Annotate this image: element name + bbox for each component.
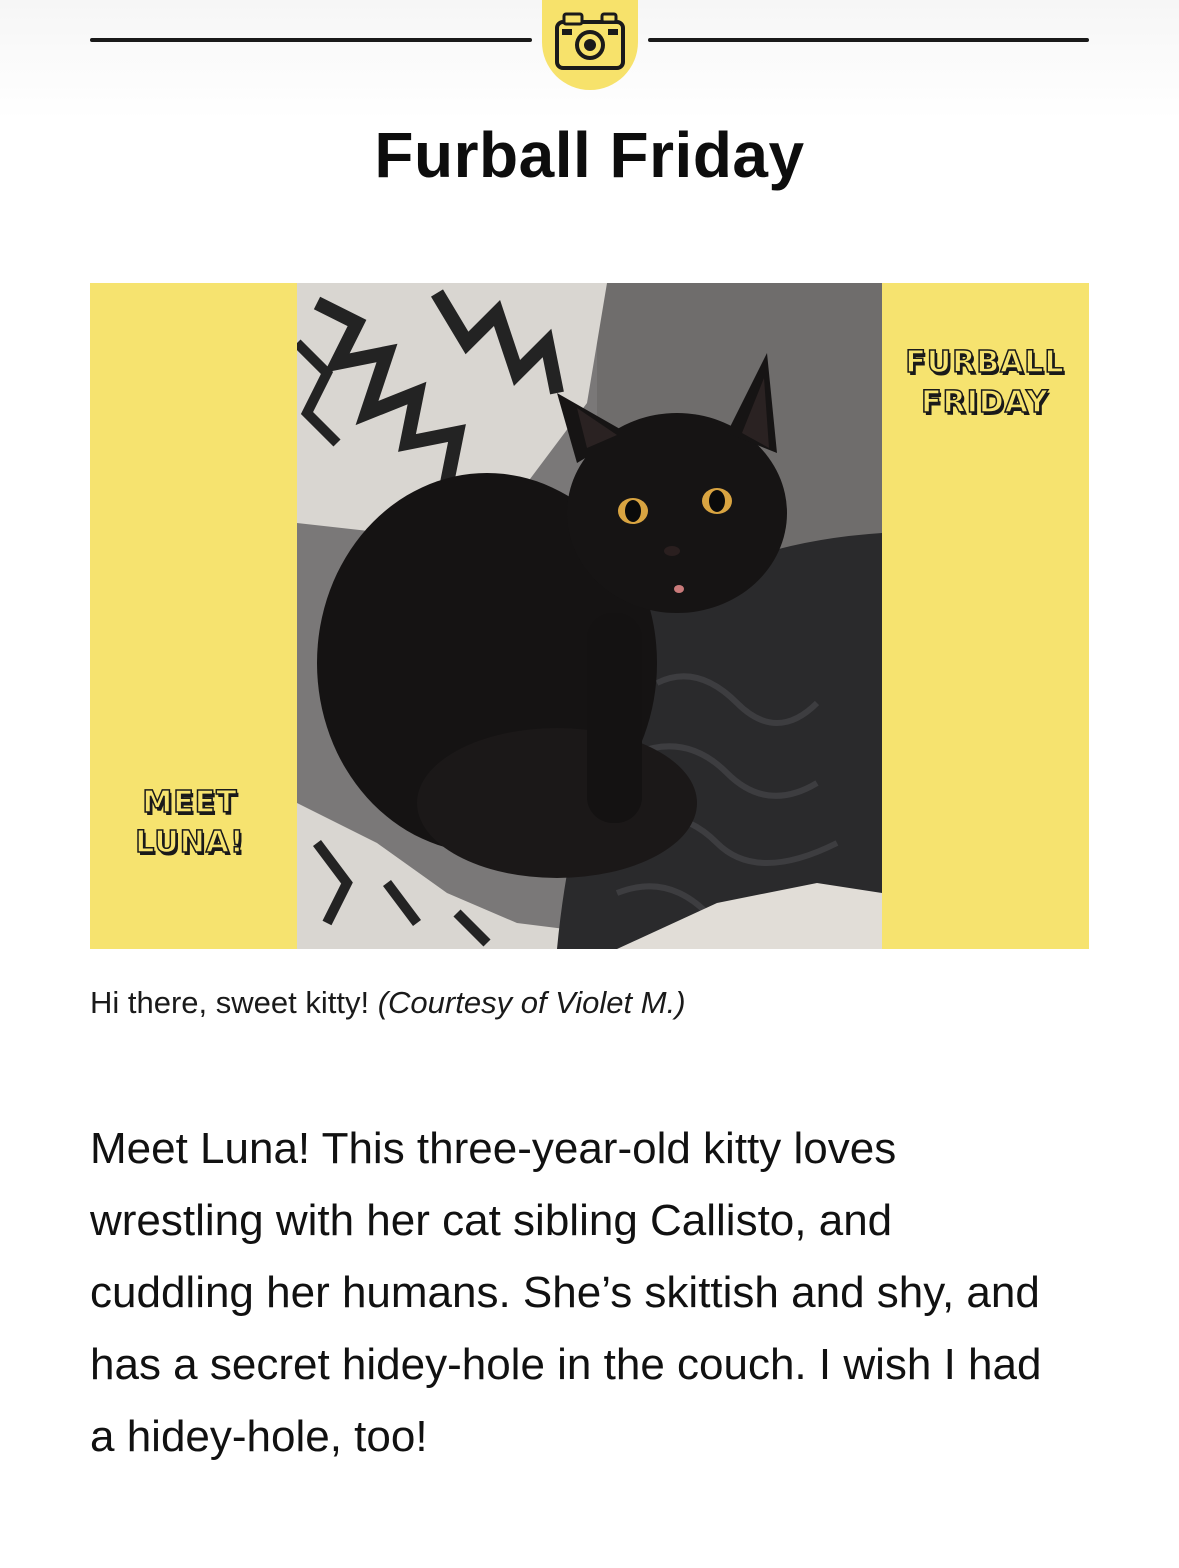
overlay-meet-luna	[110, 783, 270, 863]
overlay-furball-friday	[890, 343, 1080, 423]
overlay-line: FURBALL	[905, 345, 1065, 380]
overlay-line: LUNA!	[135, 825, 245, 860]
image-caption	[90, 985, 686, 1021]
overlay-line: FRIDAY	[921, 385, 1049, 420]
header-divider-right	[648, 38, 1089, 42]
camera-icon	[552, 2, 628, 83]
cat-photo	[297, 283, 882, 949]
overlay-line: MEET	[142, 785, 238, 820]
page-title: Furball Friday	[374, 119, 805, 191]
hero-banner	[90, 283, 1089, 949]
header-divider-left	[90, 38, 532, 42]
caption-text: Hi there, sweet kitty!	[90, 985, 370, 1020]
header-badge	[542, 0, 638, 90]
caption-credit: (Courtesy of Violet M.)	[377, 985, 686, 1020]
article-body: Meet Luna! This three-year-old kitty loves wrestling with her cat sibling Callisto, and cuddling her humans. She’s skittish and shy, and has a secret hidey-hole in the couch. I wish I had a hidey-hole, too!	[90, 1124, 1042, 1461]
